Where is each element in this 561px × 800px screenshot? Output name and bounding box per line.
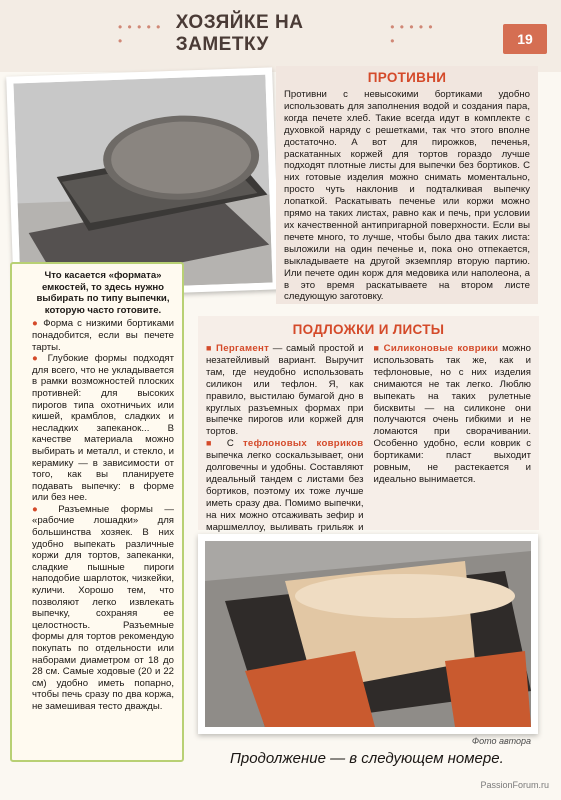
section-podlozhki	[198, 316, 539, 533]
form-types-lead: Что касается «формата» емкостей, то здесь нужно выбирать по типу выпечки, которую часто готовите.	[36, 270, 170, 316]
paragraph-pergament: ■ Пергамент — самый простой и незатейливый вариант. Выручит там, где неудобно использовать силикон или тефлон. Я, как правило, выстилаю бумагой дно в круглых разъемных формах при выпечке пирогов или коржей для тортов.	[206, 343, 364, 438]
section-text-protivni: Противни с невысокими бортиками удобно использовать для заполнения водой и создания пара, когда печете хлеб. Такие всегда идут в комплекте с духовкой наряду с решетками, так что этого вполне достаточно. А вот для пирожков, печенья, раскатанных коржей для тортов гораздо лучше подходят плотные листы для выпечки без бортиков. С них готовые изделия можно снимать моментально, просто чуть наклонив и подталкивая выпечку лопаткой. Раскатывать печенье или коржи можно прямо на таких листах, равно как и печь, при условии их качественной антипригарной поверхности. Если вы печете много, то лучше, чтобы было два таких листа: выложили на один печенье и, пока оно отпекается, выкладываете на другой экземпляр вторую партию. Или печете один корж для медовика или наполеона, а в это время раскатываете на втором листе следующую заготовку.	[284, 89, 530, 303]
photo-credit: Фото автора	[471, 736, 531, 746]
continuation-note: Продолжение — в следующем номере.	[230, 750, 504, 767]
form-types-bullet-1: ● Форма с низкими бортиками понадобится, если вы печете тарты.	[32, 318, 174, 353]
watermark-text: PassionForum.ru	[480, 780, 549, 790]
square-bullet-icon: ■	[206, 343, 217, 353]
square-bullet-icon: ■	[206, 438, 227, 449]
baking-trays-illustration	[13, 75, 272, 292]
square-bullet-icon: ■	[373, 343, 384, 353]
section-form-types	[10, 262, 184, 762]
decorative-dots-left: • • • • • •	[118, 20, 162, 48]
decorative-dots-right: • • • • • •	[390, 20, 434, 48]
paragraph-silicone: ■ Силиконовые коврики можно использовать так же, как и тефлоновые, но с них изделия снимаются не так легко. Люблю выпекать на таких рулетные бисквиты — на силиконе они получаются очень гибкими и не ломаются при сворачивании. Особенно удобно, если коврик с бортиками: пласт выходит ровным, не растекается и идеально вынимается.	[373, 343, 531, 485]
form-types-bullet-3: ● Разъемные формы — «рабочие лошадки» для большинства хозяек. В них удобно выпекать различные коржи для тортов, запеканки, сладкие пышные пироги наподобие шарлоток, чизкейки, куличи. Хорошо тем, что позволяют легко извлекать выпечку, сохраняя ее целостность. Разъемные формы для тортов рекомендую покупать по отдельности или наборами диаметром от 18 до 28 см. Самые ходовые (20 и 22 см) удобно иметь попарно, чтобы печь сразу по два коржа, не замешивая тесто дважды.	[32, 503, 175, 712]
baking-mats-illustration	[205, 541, 531, 727]
photo-baking-mats	[198, 534, 538, 734]
section-protivni	[276, 66, 538, 304]
form-types-bullet-2: ● Глубокие формы подходят для всего, что не укладывается в рамки возможностей плоских противней: для высоких пирогов типа охотничьих или кишей, крамблов, сладких и несладких запеканок... В качестве материала можно выбирать и металл, и стекло, и керамику — в зависимости от того, как вы планируете подавать выпечку: в форме или без нее.	[32, 353, 175, 504]
paragraph-teflon: ■ С тефлоновых ковриков выпечка легко соскальзывает, они долговечны и удобны. Составляют идеальный тандем с листами без бортиков, поэтому их тоже лучше иметь сразу два. Помимо выпечки, на них можно отсаживать зефир и маршмеллоу, выливать грильяж и	[206, 438, 364, 533]
page-title: ХОЗЯЙКЕ НА ЗАМЕТКУ	[175, 12, 304, 55]
bullet-icon: ●	[32, 353, 42, 365]
section-title-protivni: ПРОТИВНИ	[367, 70, 447, 85]
header-title-row	[118, 12, 438, 55]
page-header	[0, 0, 561, 72]
bullet-icon: ●	[32, 503, 47, 515]
section-title-podlozhki: ПОДЛОЖКИ И ЛИСТЫ	[292, 322, 445, 337]
bullet-icon: ●	[32, 318, 40, 330]
page-number: 19	[503, 24, 547, 54]
